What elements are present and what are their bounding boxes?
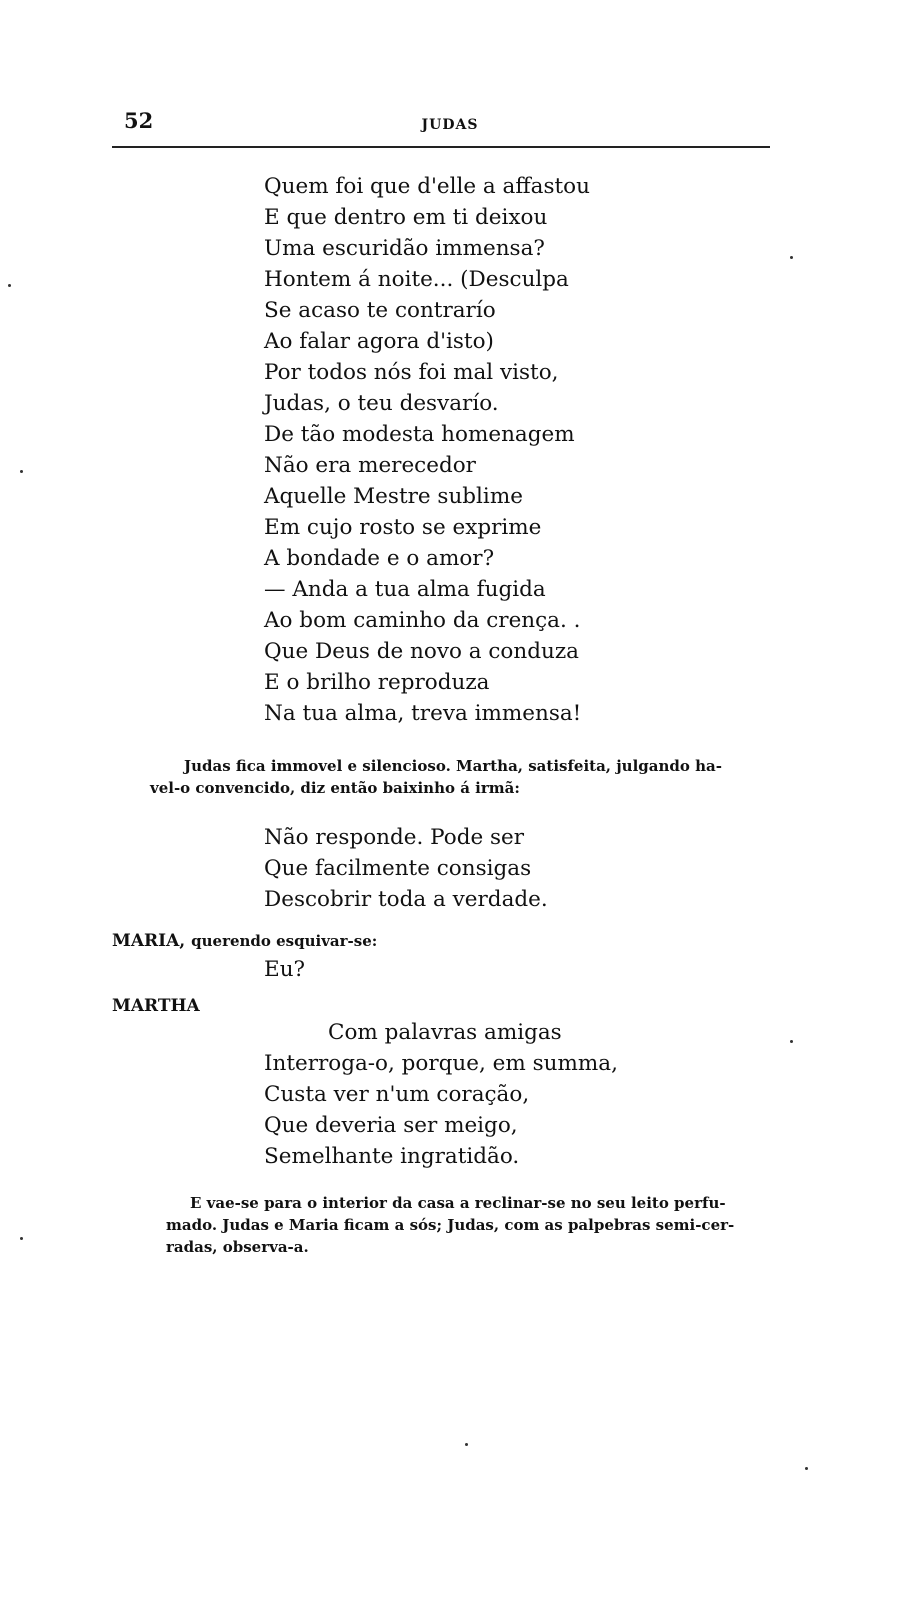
verse-line: Judas, o teu desvarío.: [264, 391, 499, 416]
print-speck: [790, 256, 793, 259]
verse-block-3: [264, 954, 305, 985]
stage-direction-line: radas, observa-a.: [166, 1238, 309, 1256]
verse-line: Que facilmente consigas: [264, 856, 532, 881]
speaker-name: MARIA,: [112, 931, 186, 951]
verse-line: Com palavras amigas: [328, 1020, 562, 1045]
verse-line: Ao bom caminho da crença. .: [264, 608, 581, 633]
verse-block-4: [264, 1017, 618, 1172]
stage-direction-1: [150, 755, 780, 799]
verse-line: Quem foi que d'elle a affastou: [264, 174, 590, 199]
verse-line: Se acaso te contrarío: [264, 298, 496, 323]
stage-direction-line: E vae-se para o interior da casa a reclinar-se no seu leito perfu-: [190, 1194, 726, 1212]
verse-line: — Anda a tua alma fugida: [264, 577, 546, 602]
stage-direction-line: mado. Judas e Maria ficam a sós; Judas, com as palpebras semi-cer-: [166, 1216, 735, 1234]
verse-line: Em cujo rosto se exprime: [264, 515, 542, 540]
verse-line: Hontem á noite... (Desculpa: [264, 267, 569, 292]
speaker-maria: [112, 931, 377, 951]
verse-block-2: [264, 822, 548, 915]
verse-line: Eu?: [264, 957, 306, 982]
print-speck: [465, 1443, 468, 1446]
verse-line: A bondade e o amor?: [264, 546, 495, 571]
verse-line: Aquelle Mestre sublime: [264, 484, 523, 509]
verse-line: Na tua alma, treva immensa!: [264, 701, 582, 726]
stage-direction-2: [166, 1192, 778, 1258]
verse-block-1: [264, 171, 590, 729]
verse-line: Custa ver n'um coração,: [264, 1082, 530, 1107]
verse-line: Não era merecedor: [264, 453, 476, 478]
verse-line: Que deveria ser meigo,: [264, 1113, 518, 1138]
print-speck: [805, 1467, 808, 1470]
header-rule: [112, 146, 770, 148]
verse-line: Ao falar agora d'isto): [264, 329, 494, 354]
verse-line: Que Deus de novo a conduza: [264, 639, 579, 664]
speaker-martha: [112, 996, 200, 1016]
verse-line: Uma escuridão immensa?: [264, 236, 545, 261]
speaker-name: MARTHA: [112, 996, 200, 1016]
print-speck: [790, 1040, 793, 1043]
verse-line: E que dentro em ti deixou: [264, 205, 548, 230]
print-speck: [20, 1237, 23, 1240]
verse-line: Descobrir toda a verdade.: [264, 887, 548, 912]
stage-direction-line: vel-o convencido, diz então baixinho á irmã:: [150, 779, 520, 797]
stage-direction-line: Judas fica immovel e silencioso. Martha, satisfeita, julgando ha-: [184, 757, 722, 775]
verse-line: Não responde. Pode ser: [264, 825, 525, 850]
page-number: 52: [124, 108, 154, 133]
verse-line: Interroga-o, porque, em summa,: [264, 1051, 618, 1076]
running-title: JUDAS: [421, 117, 479, 133]
verse-line: Semelhante ingratidão.: [264, 1144, 520, 1169]
print-speck: [20, 470, 23, 473]
speaker-direction: querendo esquivar-se:: [191, 932, 378, 950]
verse-line: E o brilho reproduza: [264, 670, 490, 695]
print-speck: [8, 284, 11, 287]
verse-line: De tão modesta homenagem: [264, 422, 575, 447]
verse-line: Por todos nós foi mal visto,: [264, 360, 559, 385]
